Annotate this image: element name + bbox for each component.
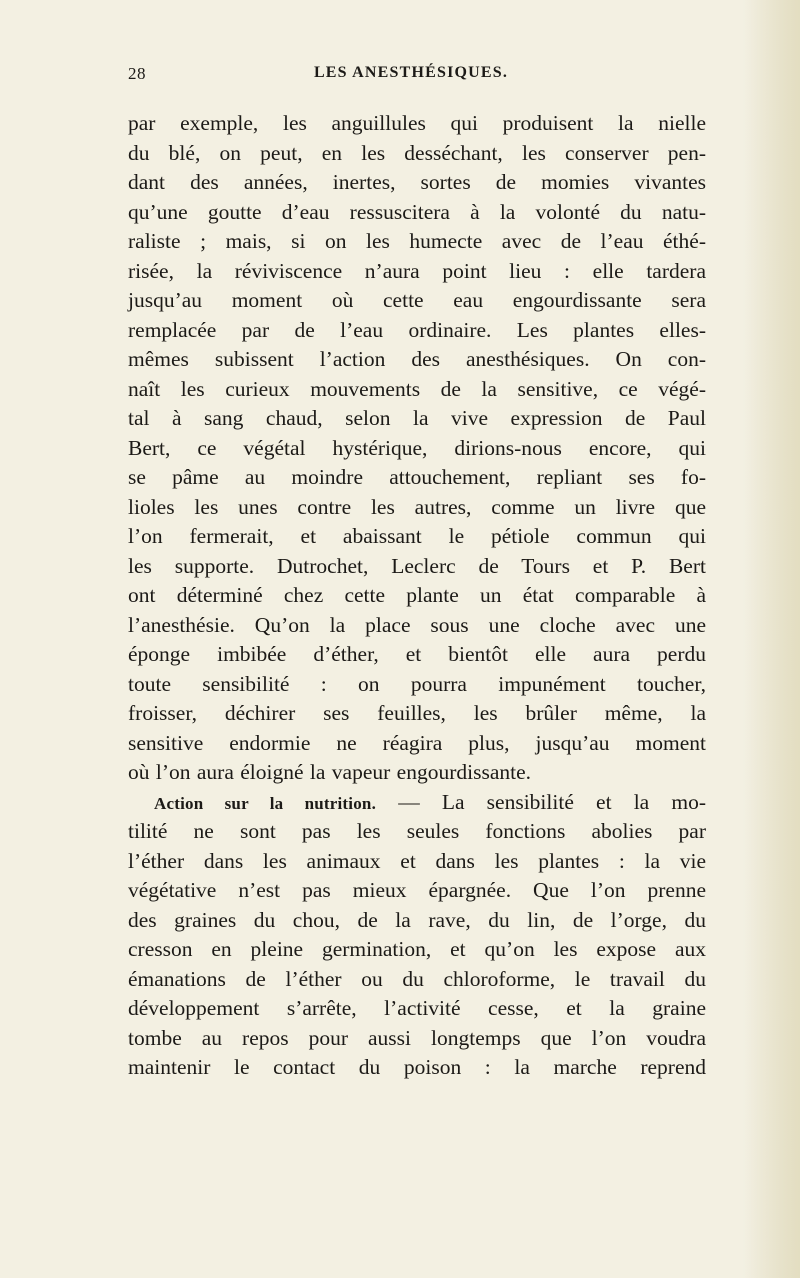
- text-line: où l’on aura éloigné la vapeur engourdissante.: [128, 760, 532, 784]
- text-line: éponge imbibée d’éther, et bientôt elle aura perdu: [128, 642, 706, 666]
- text-line: par exemple, les anguillules qui produisent la nielle: [128, 111, 706, 135]
- text-line: raliste ; mais, si on les humecte avec de l’eau éthé-: [128, 229, 706, 253]
- text-line: tal à sang chaud, selon la vive expression de Paul: [128, 406, 706, 430]
- text-line: Bert, ce végétal hystérique, dirions-nous encore, qui: [128, 435, 706, 460]
- text-line: cresson en pleine germination, et qu’on les expose aux: [128, 937, 706, 961]
- text-line: lioles les unes contre les autres, comme un livre que: [128, 494, 706, 519]
- page-number: 28: [128, 64, 146, 83]
- opening-line-text: — La sensibilité et la mo-: [376, 789, 707, 814]
- text-line: des graines du chou, de la rave, du lin, de l’orge, du: [128, 907, 706, 932]
- running-head: [128, 64, 694, 90]
- text-line: l’éther dans les animaux et dans les plantes : la vie: [128, 848, 706, 873]
- body-text: [128, 109, 706, 1083]
- text-line: émanations de l’éther ou du chloroforme, le travail du: [128, 966, 706, 991]
- page-edge-shadow: [745, 0, 800, 1278]
- text-line: l’on fermerait, et abaissant le pétiole commun qui: [128, 524, 706, 548]
- text-line: sensitive endormie ne réagira plus, jusqu’au moment: [128, 730, 706, 755]
- text-line: qu’une goutte d’eau ressuscitera à la volonté du natu-: [128, 199, 706, 224]
- text-line: risée, la réviviscence n’aura point lieu : elle tardera: [128, 258, 706, 283]
- paragraph-opening-line: [128, 788, 706, 818]
- text-line: remplacée par de l’eau ordinaire. Les plantes elles-: [128, 317, 706, 342]
- text-line: se pâme au moindre attouchement, repliant ses fo-: [128, 465, 706, 489]
- text-line: maintenir le contact du poison : la marche reprend: [128, 1055, 706, 1079]
- text-line: naît les curieux mouvements de la sensitive, ce végé-: [128, 376, 706, 401]
- text-line: mêmes subissent l’action des anesthésiques. On con-: [128, 347, 706, 371]
- text-line: végétative n’est pas mieux épargnée. Que l’on prenne: [128, 878, 706, 902]
- text-line: tombe au repos pour aussi longtemps que l’on voudra: [128, 1025, 706, 1050]
- running-title: LES ANESTHÉSIQUES.: [313, 64, 509, 81]
- text-line: dant des années, inertes, sortes de momies vivantes: [128, 170, 706, 194]
- section-sidehead: Action sur la nutrition.: [154, 793, 377, 813]
- text-line: toute sensibilité : on pourra impunément toucher,: [128, 671, 706, 696]
- text-line: tilité ne sont pas les seules fonctions abolies par: [128, 819, 706, 843]
- text-line: ont déterminé chez cette plante un état comparable à: [128, 583, 706, 607]
- text-line: les supporte. Dutrochet, Leclerc de Tours et P. Bert: [128, 553, 706, 578]
- text-line: l’anesthésie. Qu’on la place sous une cloche avec une: [128, 612, 706, 637]
- text-line: développement s’arrête, l’activité cesse, et la graine: [128, 996, 706, 1020]
- text-line: du blé, on peut, en les desséchant, les conserver pen-: [128, 140, 706, 165]
- text-line: froisser, déchirer ses feuilles, les brûler même, la: [128, 701, 706, 725]
- text-line: jusqu’au moment où cette eau engourdissante sera: [128, 288, 706, 312]
